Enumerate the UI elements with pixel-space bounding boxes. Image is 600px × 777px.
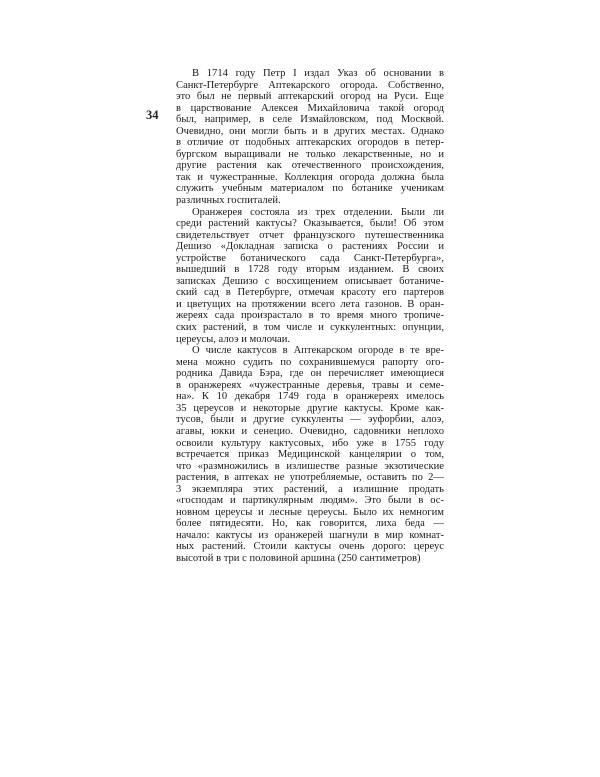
text-line: бургском выращивали не только лекарственные, но и [176,148,444,160]
text-line: и цветущих на протяжении всего лета газонов. В оран- [176,298,444,310]
text-line: 3 экземпляра этих растений, а излишние продать [176,483,444,495]
text-line: что «размножились в излишестве разные экзотические [176,460,444,472]
text-line: О числе кактусов в Аптекарском огороде в те вре- [192,345,444,357]
paragraph [176,345,444,564]
text-line: Оранжерея состояла из трех отделении. Были ли [192,206,444,218]
text-line: в царствование Алексея Михайловича такой огород [176,102,444,114]
text-line: высотой в три с половиной аршина (250 сантиметров) [176,552,421,564]
text-line: агавы, юкки и сенецио. Очевидно, садовники неплохо [176,425,444,437]
text-line: ских растений, в том числе и суккулентных: опунции, [176,322,444,334]
text-line: Санкт-Петербурге Аптекарского огорода. Собственно, [176,79,444,91]
text-line: вышедший в 1728 году вторым изданием. В своих [176,264,444,276]
text-line: различных госпиталей. [176,195,281,207]
text-line: «господам и партикулярным людям». Это были в ос- [176,495,444,507]
text-line: цереусы, алоэ и молочаи. [176,333,291,345]
text-line: более пятидесяти. Но, как говорится, лиха беда — [176,518,444,530]
text-line: ский сад в Петербурге, отмечая красоту его партеров [176,287,444,299]
text-line: освоили культуру кактусовых, ибо уже в 1755 году [176,437,444,449]
text-line: в отличие от подобных аптекарских огородов в петер- [176,137,444,149]
text-line: в оранжереях «чужестранные деревья, травы и семе- [176,379,444,391]
text-line: тусов, были и другие суккуленты — эуфорбии, алоэ, [176,414,444,426]
text-line: новном цереусы и лесные цереусы. Было их немногим [176,506,444,518]
text-line: свидетельствует отчет французского путешественника [176,229,444,241]
text-line: В 1714 году Петр I издал Указ об основании в [192,68,444,79]
text-line: записках Дешизо с восхищением описывает ботаниче- [176,275,444,287]
text-line: был, например, в селе Измайловском, под Москвой. [176,114,444,126]
text-column [176,68,444,565]
text-line: устройстве ботанического сада Санкт-Петербурга», [176,252,444,264]
text-line: на». К 10 декабря 1749 года в оранжереях имелось [176,391,444,403]
text-line: это был не первый аптекарский огород на Руси. Еще [176,91,444,103]
text-line: служить учебным материалом по ботанике ученикам [176,183,444,195]
paragraph [176,207,444,346]
text-line: жереях сада произрастало в то время много тропиче- [176,310,444,322]
page-number: 34 [146,108,159,122]
text-line: Очевидно, они могли быть и в других местах. Однако [176,125,444,137]
text-line: начало: кактусы из оранжерей шагнули в мир комнат- [176,529,444,541]
text-line: Дешизо «Докладная записка о растениях России и [176,241,444,253]
text-line: другие растения как отечественного происхождения, [176,160,444,172]
text-line: встречается приказ Медицинской канцелярии о том, [176,449,444,461]
text-line: родника Давида Бэра, где он перечисляет имеющиеся [176,368,444,380]
text-line: мена можно судить по сохранившемуся рапорту ого- [176,356,444,368]
text-line: 35 цереусов и некоторые другие кактусы. Кроме как- [176,402,444,414]
text-line: растения, в аптеках не употребляемые, оставить по 2— [176,472,444,484]
text-line: ных растений. Стоили кактусы очень дорого: цереус [176,541,444,553]
text-line: так и чужестранные. Коллекция огорода должна была [176,171,444,183]
text-line: среди растений кактусы? Оказывается, были! Об этом [176,218,444,230]
paragraph [176,68,444,207]
